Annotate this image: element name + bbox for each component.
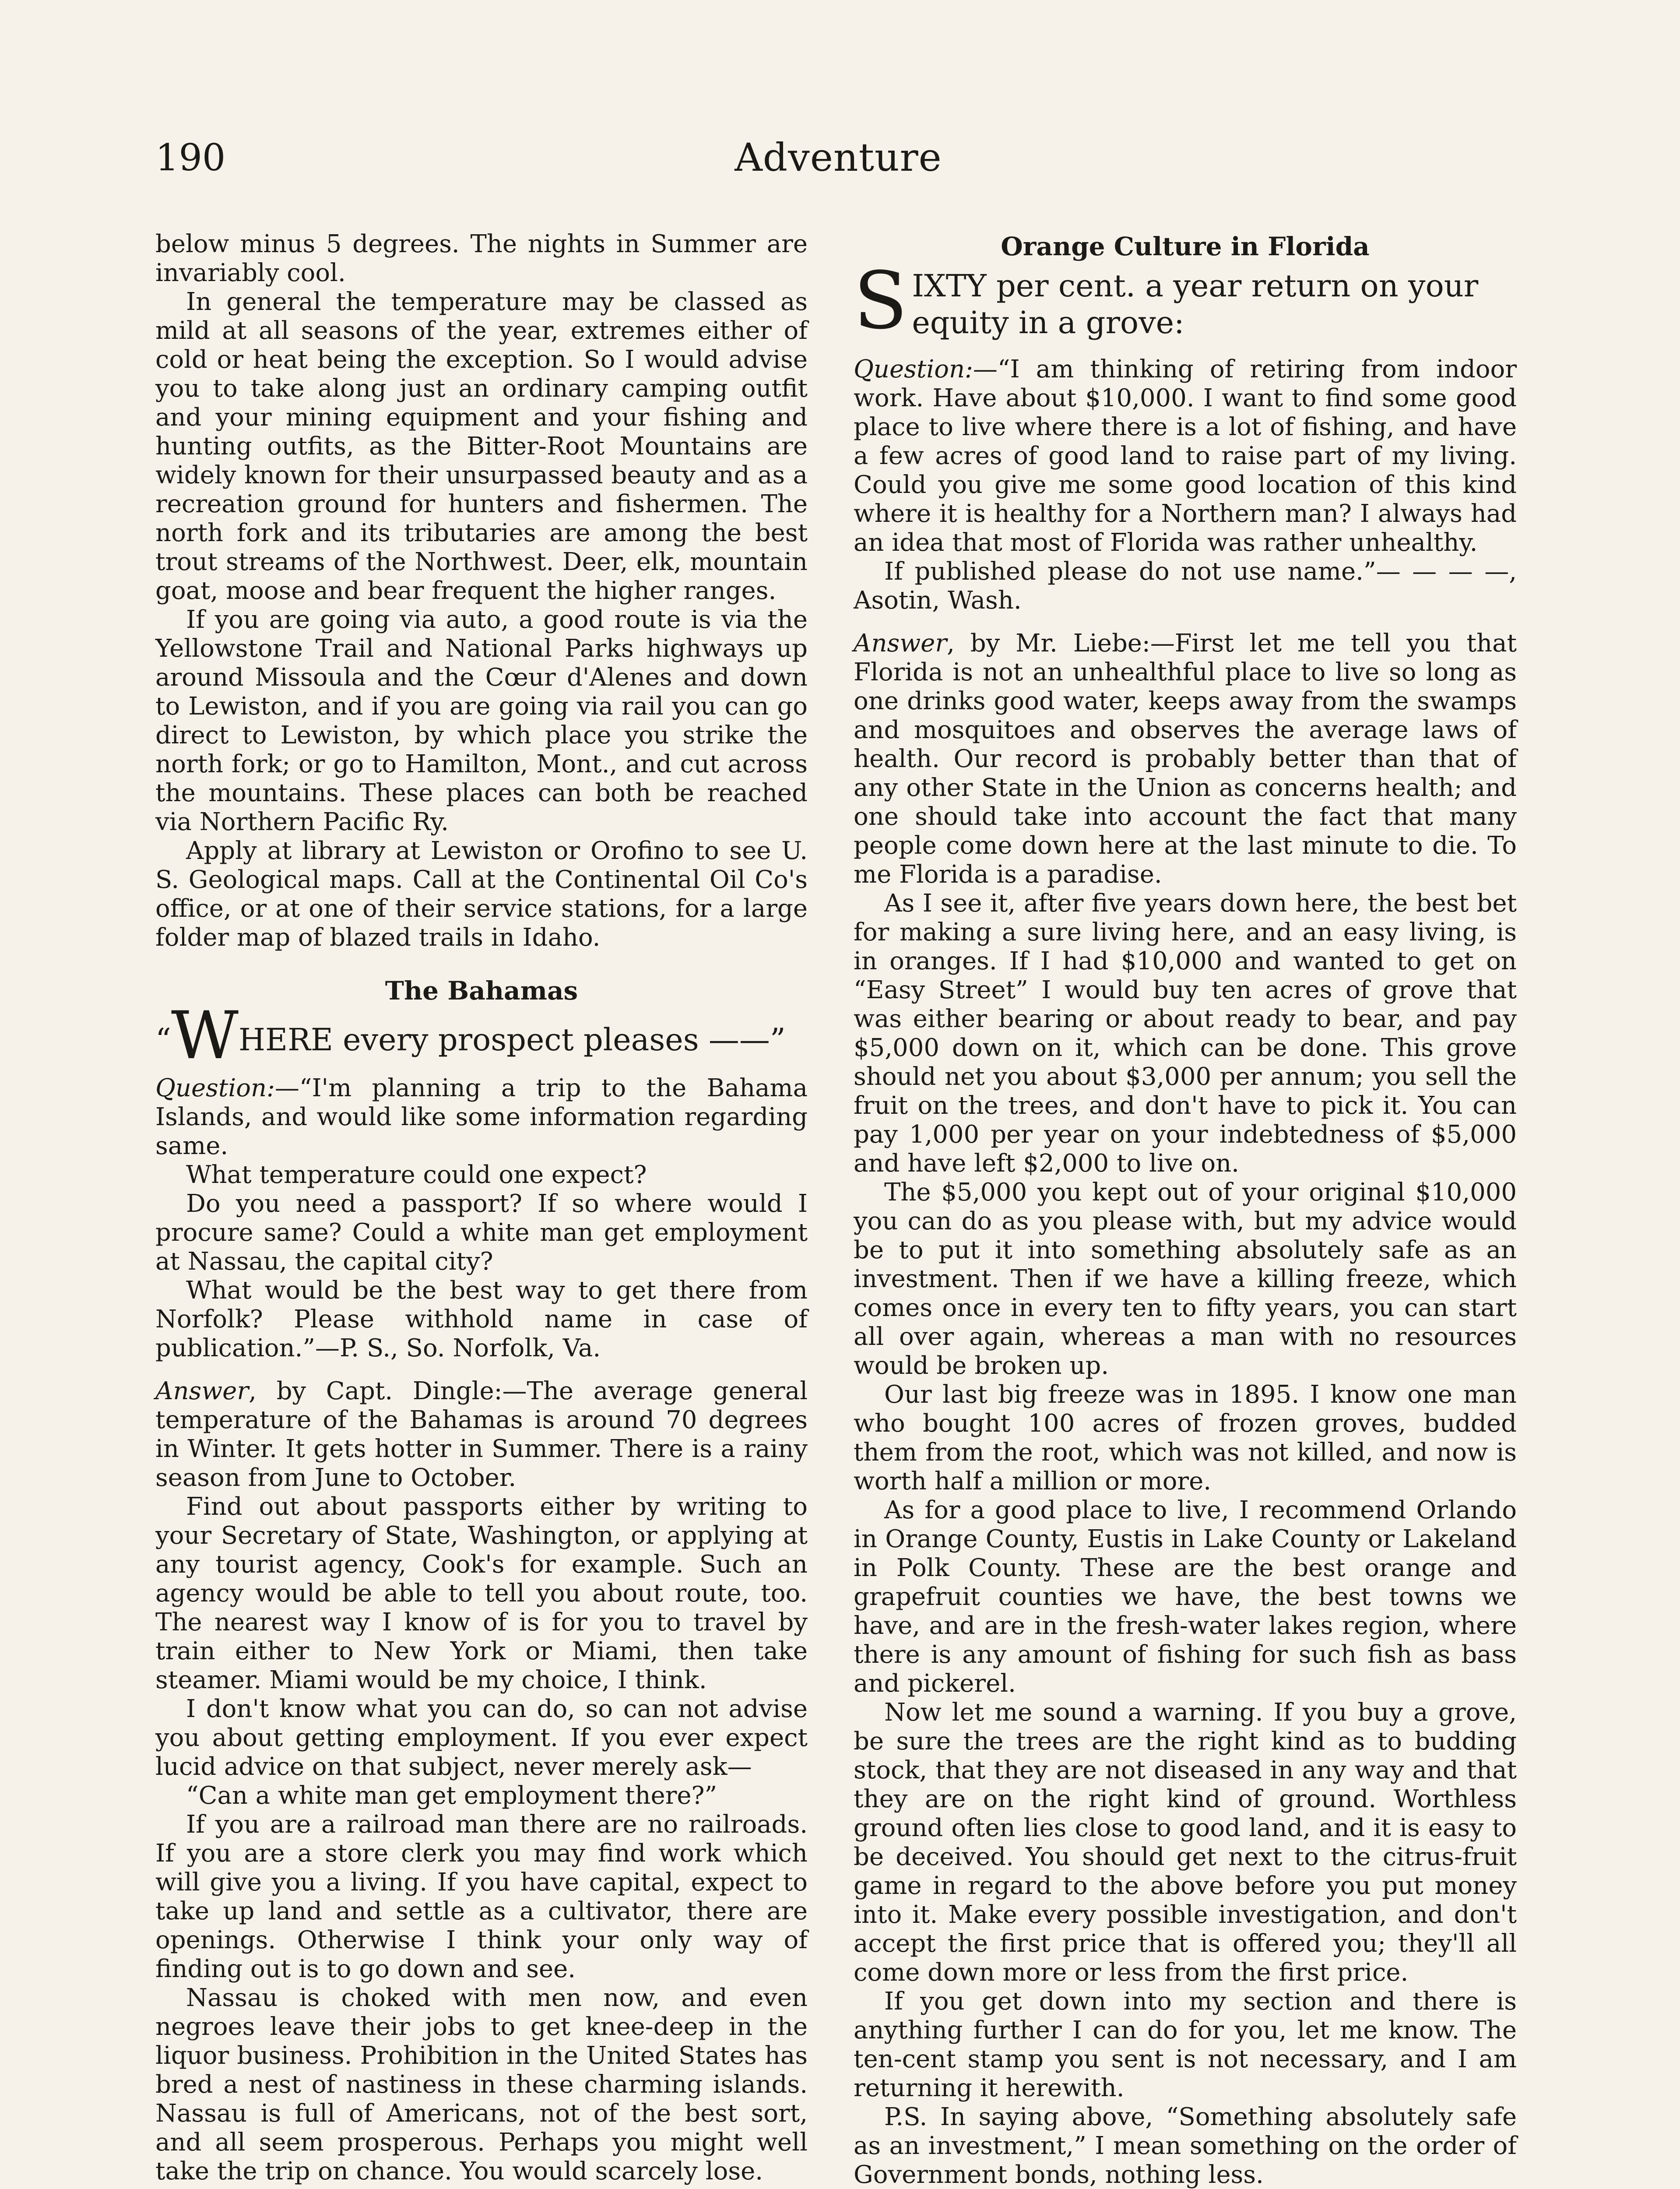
paragraph: What would be the best way to get there from Norfolk? Please withhold name in case of publication.”—P. S., So. Norfolk, Va. bbox=[155, 1276, 808, 1362]
question-paragraph bbox=[854, 355, 1517, 557]
drop-cap: S bbox=[854, 267, 908, 341]
question-label: Question: bbox=[854, 355, 973, 384]
answer-text: , by Mr. Liebe:—First let me tell you that Florida is not an unhealthful place to live so long as one drinks good water, keeps away from the swamps and mosquitoes and observes the average laws of health. Our record is probably better than that of any other State in the Union as concerns health; and one should take into account the fact that many people come down here at the last minute to die. To me Florida is a paradise. bbox=[854, 629, 1517, 889]
question-text: —“I am thinking of retiring from indoor work. Have about $10,000. I want to find some good place to live where there is a lot of fishing, and have a few acres of good land to raise part of my living. Could you give me some good location of this kind where it is healthy for a Northern man? I always had an idea that most of Florida was rather unhealthy. bbox=[854, 355, 1517, 557]
paragraph: As I see it, after five years down here, the best bet for making a sure living here, and an easy living, is in oranges. If I had $10,000 and wanted to get on “Easy Street” I would buy ten acres of grove that was either bearing or about ready to bear, and pay $5,000 down on it, which can be done. This grove should net you about $3,000 per annum; you sell the fruit on the trees, and don't have to pick it. You can pay 1,000 per year on your indebtedness of $5,000 and have left $2,000 to live on. bbox=[854, 889, 1517, 1178]
section-lede bbox=[155, 998, 808, 1074]
paragraph: If you get down into my section and there is anything further I can do for you, let me know. The ten-cent stamp you sent is not necessary, and I am returning it herewith. bbox=[854, 1987, 1517, 2102]
answer-label: Answer bbox=[854, 629, 947, 658]
paragraph: If published please do not use name.”— — — —, Asotin, Wash. bbox=[854, 557, 1517, 615]
left-column bbox=[155, 230, 808, 2186]
paragraph: Do you need a passport? If so where would I procure same? Could a white man get employment at Nassau, the capital city? bbox=[155, 1190, 808, 1276]
right-column bbox=[854, 230, 1517, 2189]
paragraph: P.S. In saying above, “Something absolutely safe as an investment,” I mean something on the order of Government bonds, nothing less. bbox=[854, 2103, 1517, 2189]
paragraph: What temperature could one expect? bbox=[186, 1161, 647, 1189]
answer-text: , by Capt. Dingle:—The average general temperature of the Bahamas is around 70 degrees in Winter. It gets hotter in Summer. There is a rainy season from June to October. bbox=[155, 1377, 808, 1492]
lede-text: IXTY per cent. a year return on your equity in a grove: bbox=[912, 268, 1479, 341]
answer-paragraph bbox=[854, 629, 1517, 889]
paragraph: Find out about passports either by writing to your Secretary of State, Washington, or applying at any tourist agency, Cook's for example. Such an agency would be able to tell you about route, too. The nearest way I know of is for you to travel by train either to New York or Miami, then take steamer. Miami would be my choice, I think. bbox=[155, 1492, 808, 1694]
question-paragraph bbox=[155, 1074, 808, 1161]
paragraph: If you are a railroad man there are no railroads. If you are a store clerk you may find work which will give you a living. If you have capital, expect to take up land and settle as a cultivator, there are openings. Otherwise I think your only way of finding out is to go down and see. bbox=[155, 1810, 808, 1983]
drop-cap: W bbox=[171, 998, 239, 1074]
answer-paragraph bbox=[155, 1377, 808, 1492]
paragraph: Nassau is choked with men now, and even negroes leave their jobs to get knee-deep in the liquor business. Prohibition in the United States has bred a nest of nastiness in these charming islands. Nassau is full of Americans, not of the best sort, and all seem prosperous. Perhaps you might well take the trip on chance. You would scarcely lose. bbox=[155, 1984, 808, 2185]
section-title-orange-culture: Orange Culture in Florida bbox=[1001, 232, 1370, 261]
paragraph: I don't know what you can do, so can not advise you about getting employment. If you ever expect lucid advice on that subject, never merely ask— bbox=[155, 1695, 808, 1781]
page-number: 190 bbox=[155, 136, 226, 179]
paragraph: “Can a white man get employment there?” bbox=[186, 1781, 717, 1810]
section-lede bbox=[854, 267, 1517, 341]
paragraph: below minus 5 degrees. The nights in Summer are invariably cool. bbox=[155, 230, 808, 287]
paragraph: The $5,000 you kept out of your original $10,000 you can do as you please with, but my advice would be to put it into something absolutely safe as an investment. Then if we have a killing freeze, which comes once in every ten to fifty years, you can start all over again, whereas a man with no resources would be broken up. bbox=[854, 1178, 1517, 1380]
running-title: Adventure bbox=[735, 135, 942, 180]
paragraph: In general the temperature may be classed as mild at all seasons of the year, extremes either of cold or heat being the exception. So I would advise you to take along just an ordinary camping outfit and your mining equipment and your fishing and hunting outfits, as the Bitter-Root Mountains are widely known for their unsurpassed beauty and as a recreation ground for hunters and fishermen. The north fork and its tributaries are among the best trout streams of the Northwest. Deer, elk, mountain goat, moose and bear frequent the higher ranges. bbox=[155, 288, 808, 605]
paragraph: Now let me sound a warning. If you buy a grove, be sure the trees are the right kind as to budding stock, that they are not diseased in any way and that they are on the right kind of ground. Worthless ground often lies close to good land, and it is easy to be deceived. You should get next to the citrus-fruit game in regard to the above before you put money into it. Make every possible investigation, and don't accept the first price that is offered you; they'll all come down more or less from the first price. bbox=[854, 1698, 1517, 1987]
open-quote: “ bbox=[155, 1022, 171, 1058]
paragraph: Apply at library at Lewiston or Orofino to see U. S. Geological maps. Call at the Continental Oil Co's office, or at one of their service stations, for a large folder map of blazed trails in Idaho. bbox=[155, 837, 808, 952]
paragraph: If you are going via auto, a good route is via the Yellowstone Trail and National Parks highways up around Missoula and the Cœur d'Alenes and down to Lewiston, and if you are going via rail you can go direct to Lewiston, by which place you strike the north fork; or go to Hamilton, Mont., and cut across the mountains. These places can both be reached via Northern Pacific Ry. bbox=[155, 605, 808, 836]
question-label: Question: bbox=[155, 1074, 275, 1102]
section-title-bahamas: The Bahamas bbox=[385, 976, 578, 1006]
question-text: —“I'm planning a trip to the Bahama Islands, and would like some information regarding same. bbox=[155, 1074, 808, 1160]
lede-text: HERE every prospect pleases ——” bbox=[238, 1022, 786, 1058]
page-header bbox=[155, 131, 1521, 201]
paragraph: As for a good place to live, I recommend Orlando in Orange County, Eustis in Lake County or Lakeland in Polk County. These are the best orange and grapefruit counties we have, the best towns we have, and are in the fresh-water lakes region, where there is any amount of fishing for such fish as bass and pickerel. bbox=[854, 1496, 1517, 1698]
answer-label: Answer bbox=[155, 1377, 249, 1405]
paragraph: Our last big freeze was in 1895. I know one man who bought 100 acres of frozen groves, budded them from the root, which was not killed, and now is worth half a million or more. bbox=[854, 1380, 1517, 1496]
